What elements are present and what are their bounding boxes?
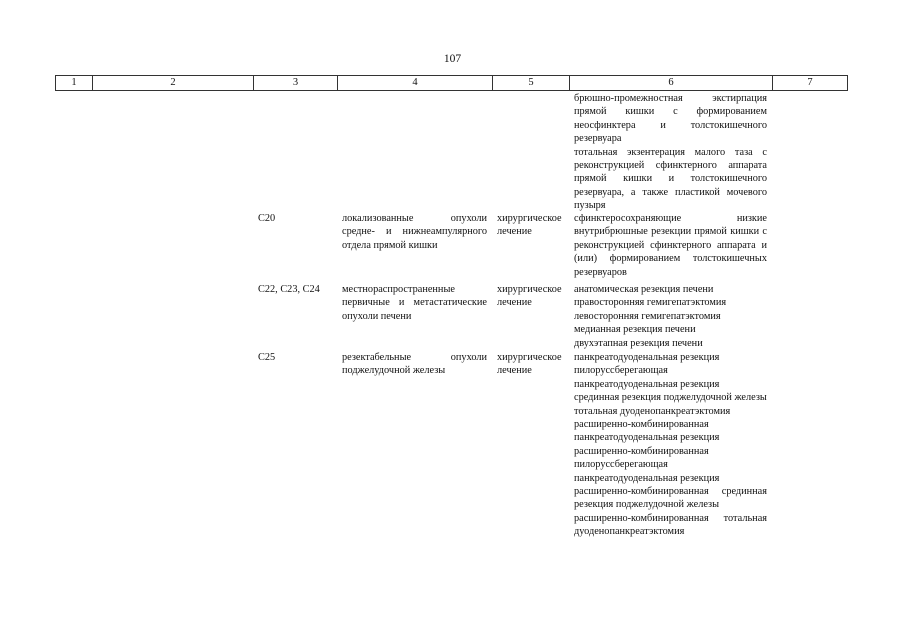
- method-line: тотальная дуоденопанкреатэктомия: [574, 405, 731, 417]
- method-line: срединная резекция поджелудочной железы: [574, 392, 767, 404]
- row-treatment-c25: хирургическое лечение: [497, 352, 562, 377]
- method-line: расширенно-комбинированная пилоруссберегающая панкреатодуоденальная резекция: [574, 445, 720, 484]
- row-code-c22-c23-c24: C22, C23, C24: [258, 284, 320, 295]
- row-methods-c25: [574, 351, 767, 539]
- method-line: анатомическая резекция печени: [574, 284, 714, 295]
- method-line: расширенно-комбинированная тотальная дуоденопанкреатэктомия: [574, 512, 767, 538]
- method-line: сфинктеросохраняющие низкие внутрибрюшные резекции прямой кишки с реконструкцией сфинктерного аппарата и (или) формированием толстокишечных резервуаров: [574, 213, 767, 278]
- method-line: расширенно-комбинированная срединная резекция поджелудочной железы: [574, 486, 767, 511]
- row-code-c20: C20: [258, 213, 276, 224]
- method-line: расширенно-комбинированная панкреатодуоденальная резекция: [574, 419, 720, 444]
- row-condition-c25: резектабельные опухоли поджелудочной железы: [342, 352, 487, 377]
- row-methods-c20: [574, 212, 767, 279]
- row-code-c25: C25: [258, 352, 276, 363]
- method-line: левосторонняя гемигепатэктомия: [574, 310, 721, 322]
- method-line: медианная резекция печени: [574, 324, 696, 336]
- header-col-1: 1: [55, 76, 92, 90]
- header-col-2: 2: [92, 76, 253, 90]
- header-col-7: 7: [772, 76, 848, 90]
- row-methods-c22-c23-c24: [574, 283, 767, 350]
- header-col-6: 6: [569, 76, 772, 90]
- row-condition-c22-c23-c24: местнораспространенные первичные и метастатические опухоли печени: [342, 284, 487, 322]
- row-condition-c20: локализованные опухоли средне- и нижнеампулярного отдела прямой кишки: [342, 213, 487, 251]
- row-treatment-c20: хирургическое лечение: [497, 213, 562, 238]
- method-line: брюшно-промежностная экстирпация прямой кишки с формированием неосфинктера и толстокишечного резервуара: [574, 93, 767, 145]
- page-number: 107: [443, 53, 462, 65]
- header-col-3: 3: [253, 76, 337, 90]
- method-line: правосторонняя гемигепатэктомия: [574, 297, 727, 309]
- table-header-row: [55, 75, 848, 91]
- method-line: двухэтапная резекция печени: [574, 337, 703, 349]
- method-line: пилоруссберегающая панкреатодуоденальная резекция: [574, 365, 720, 390]
- row-treatment-c22-c23-c24: хирургическое лечение: [497, 284, 562, 309]
- method-line: тотальная экзентерация малого таза с реконструкцией сфинктерного аппарата прямой кишки и толстокишечного резервуара, а также пластикой мочевого пузыря: [574, 146, 767, 212]
- methods-continuation: [574, 92, 767, 213]
- header-col-4: 4: [337, 76, 492, 90]
- header-col-5: 5: [492, 76, 569, 90]
- method-line: панкреатодуоденальная резекция: [574, 352, 720, 363]
